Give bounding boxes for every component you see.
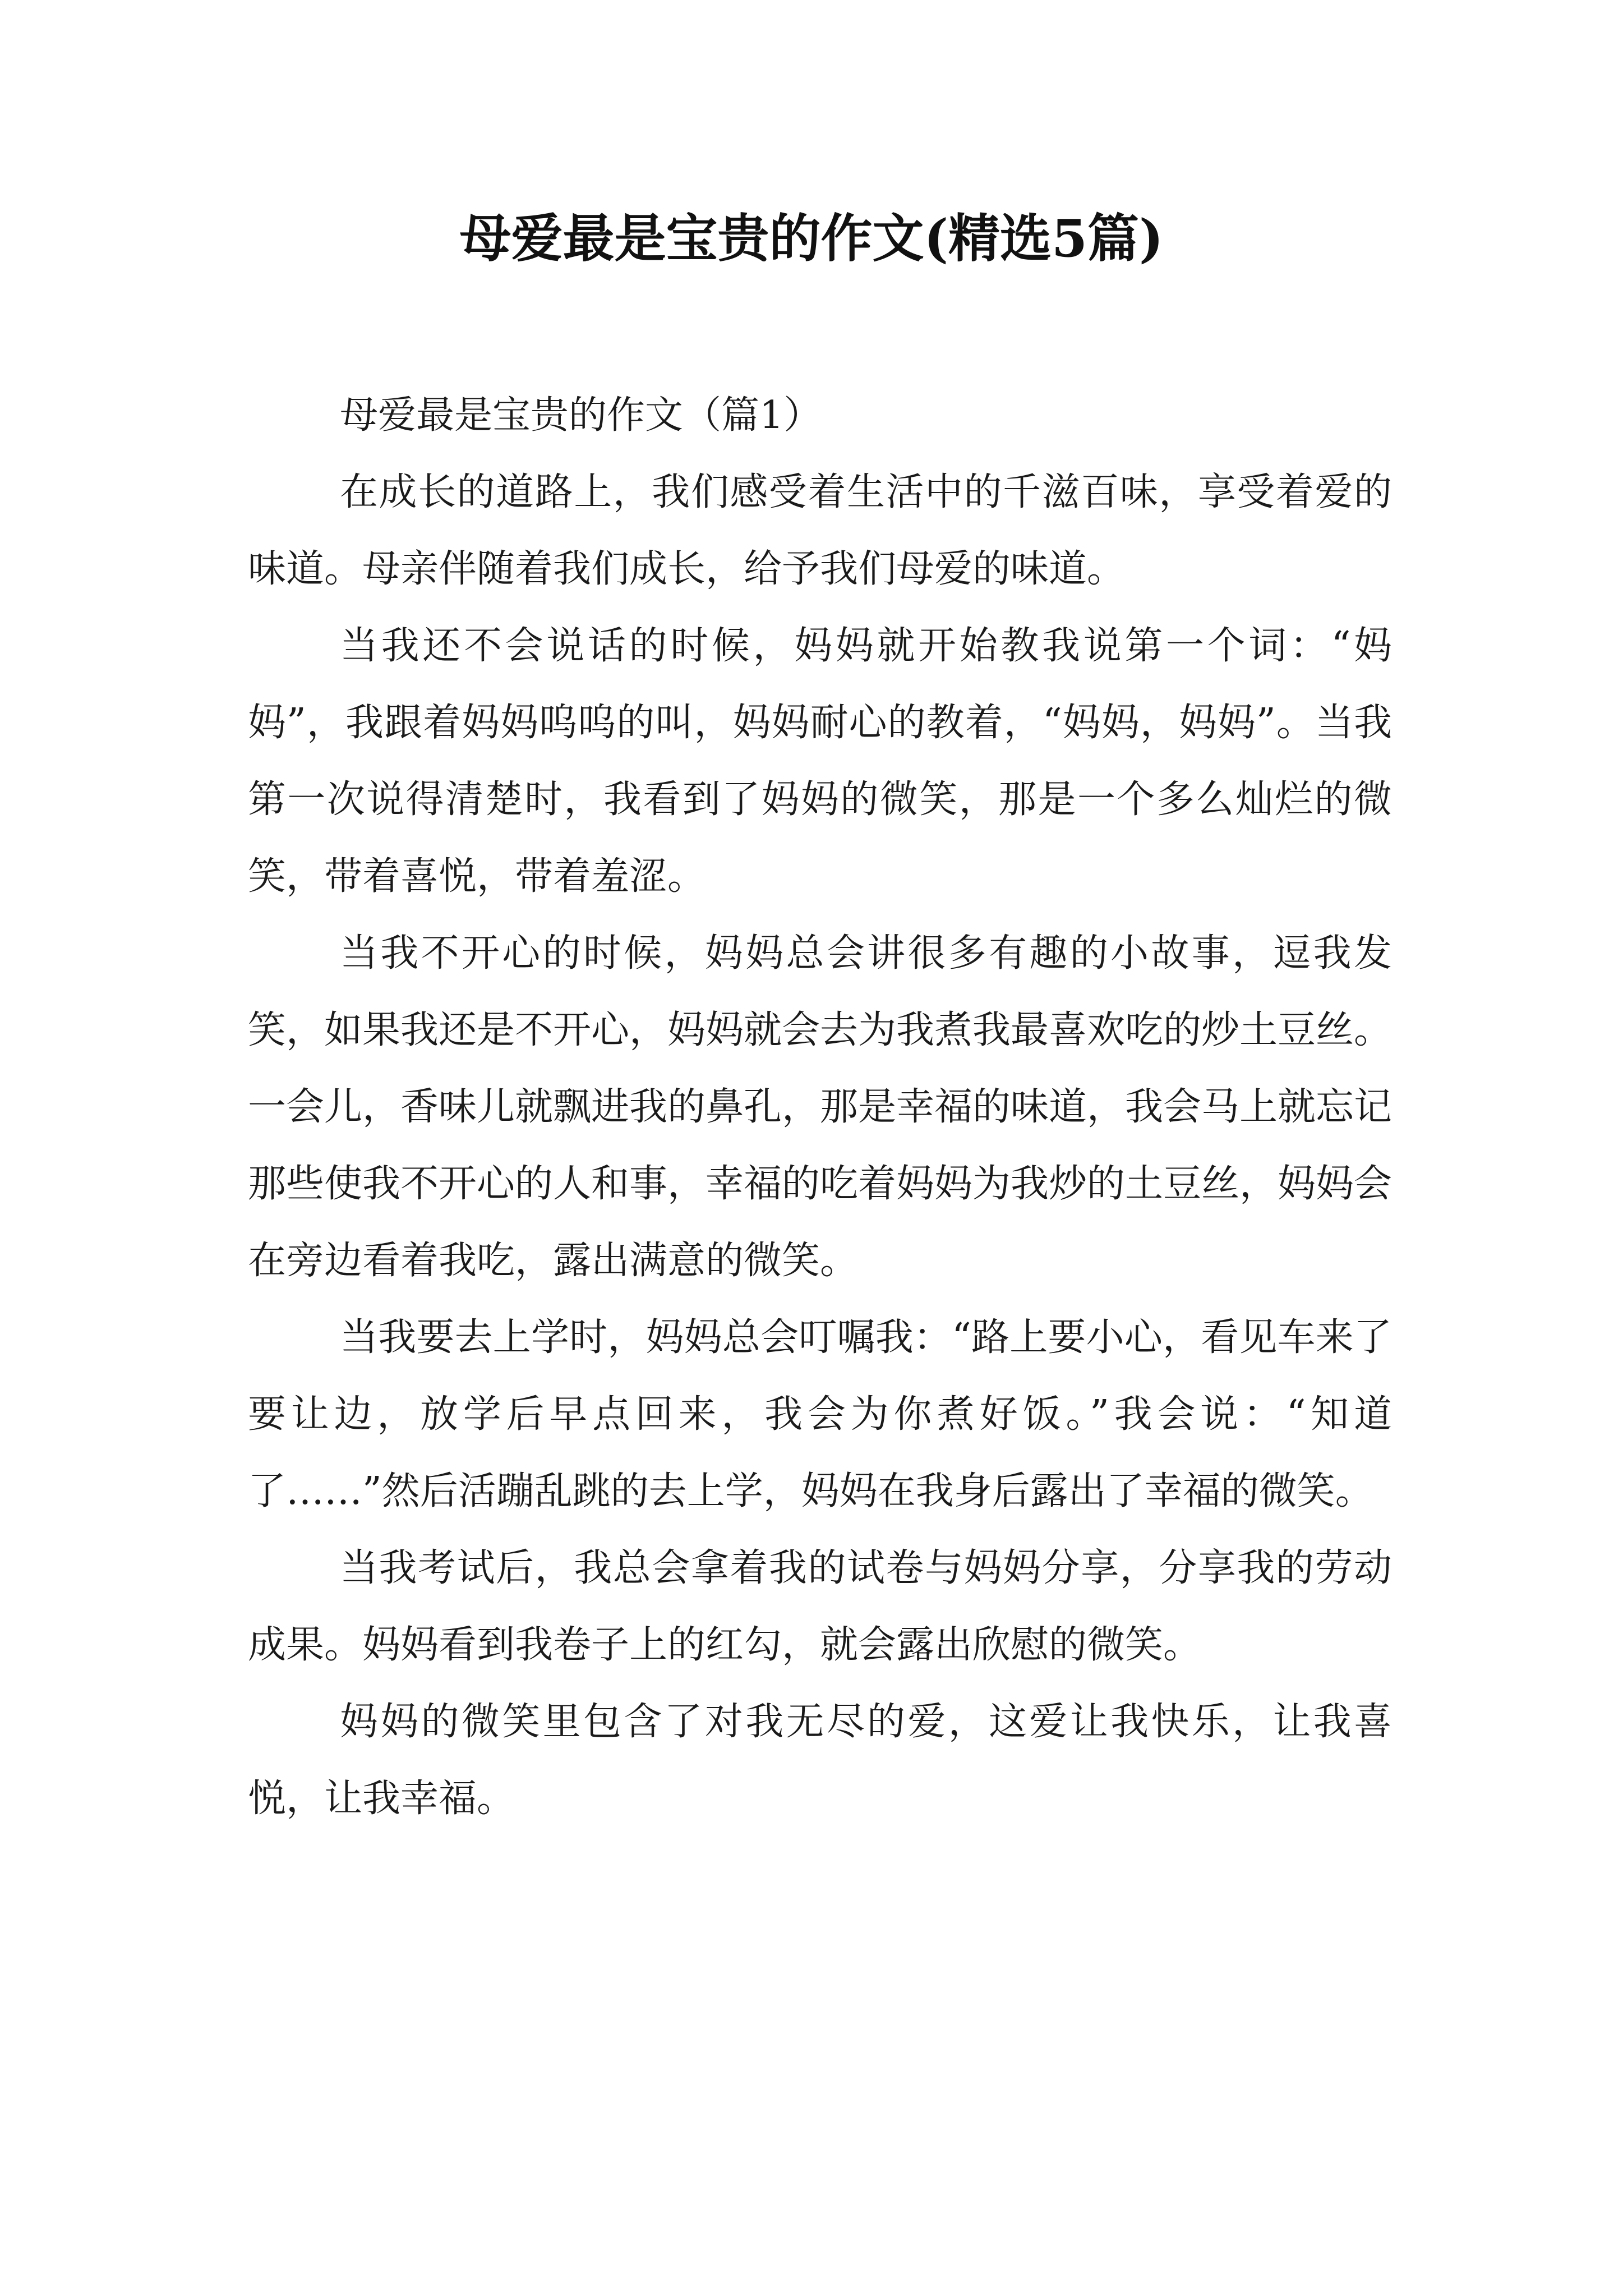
paragraph-5: 当我考试后，我总会拿着我的试卷与妈妈分享，分享我的劳动成果。妈妈看到我卷子上的红勾，就会露出欣慰的微笑。 — [248, 1546, 1392, 1667]
paragraph-4: 当我要去上学时，妈妈总会叮嘱我：“路上要小心，看见车来了要让边，放学后早点回来，我会为你煮好饭。”我会说：“知道了……”然后活蹦乱跳的去上学，妈妈在我身后露出了幸福的微笑。 — [248, 1315, 1392, 1513]
document-body — [248, 377, 1392, 1837]
section-heading: 母爱最是宝贵的作文（篇1） — [340, 393, 822, 438]
paragraph-2: 当我还不会说话的时候，妈妈就开始教我说第一个词：“妈妈”，我跟着妈妈呜呜的叫，妈妈耐心的教着，“妈妈，妈妈”。当我第一次说得清楚时，我看到了妈妈的微笑，那是一个多么灿烂的微笑，带着喜悦，带着羞涩。 — [248, 624, 1392, 899]
document-title: 母爱最是宝贵的作文(精选5篇) — [459, 208, 1164, 269]
paragraph-1: 在成长的道路上，我们感受着生活中的千滋百味，享受着爱的味道。母亲伴随着我们成长，给予我们母爱的味道。 — [248, 470, 1392, 591]
paragraph-6: 妈妈的微笑里包含了对我无尽的爱，这爱让我快乐，让我喜悦，让我幸福。 — [248, 1700, 1392, 1821]
paragraph-3: 当我不开心的时候，妈妈总会讲很多有趣的小故事，逗我发笑，如果我还是不开心，妈妈就会去为我煮我最喜欢吃的炒土豆丝。一会儿，香味儿就飘进我的鼻孔，那是幸福的味道，我会马上就忘记那些使我不开心的人和事，幸福的吃着妈妈为我炒的土豆丝，妈妈会在旁边看着我吃，露出满意的微笑。 — [248, 931, 1393, 1283]
